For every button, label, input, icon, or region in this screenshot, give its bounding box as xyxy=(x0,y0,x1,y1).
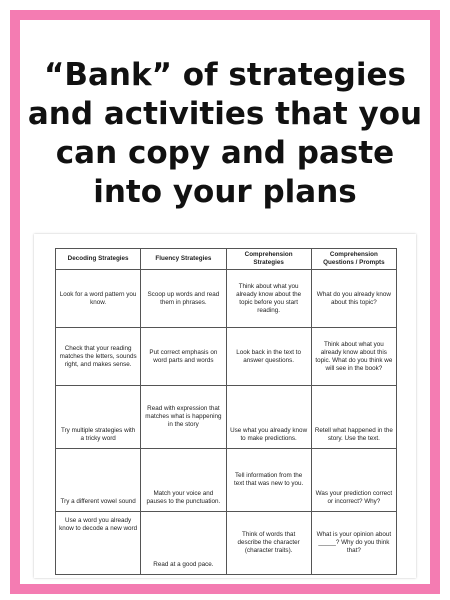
table-cell: What is your opinion about _____? Why do you think that? xyxy=(311,512,396,575)
pink-frame xyxy=(10,10,440,594)
table-cell: Think about what you already know about this topic. What do you think we will see in the book? xyxy=(311,328,396,386)
table-cell: Look for a word pattern you know. xyxy=(56,270,141,328)
table-cell: Was your prediction correct or incorrect? Why? xyxy=(311,449,396,512)
title-line-1: “Bank” of strategies xyxy=(44,57,406,93)
table-cell: Try multiple strategies with a tricky word xyxy=(56,386,141,449)
table-cell: What do you already know about this topic? xyxy=(311,270,396,328)
strategies-table xyxy=(55,248,397,575)
table-cell: Match your voice and pauses to the punctuation. xyxy=(141,449,226,512)
header-decoding: Decoding Strategies xyxy=(56,249,141,270)
table-cell: Try a different vowel sound xyxy=(56,449,141,512)
table-header-row xyxy=(56,249,397,270)
table-row xyxy=(56,386,397,449)
table-cell: Read with expression that matches what is happening in the story xyxy=(141,386,226,449)
header-comprehension-questions: Comprehension Questions / Prompts xyxy=(311,249,396,270)
table-cell: Retell what happened in the story. Use the text. xyxy=(311,386,396,449)
document-sheet xyxy=(34,234,416,578)
table-cell: Read at a good pace. xyxy=(141,512,226,575)
table-cell: Check that your reading matches the letters, sounds right, and makes sense. xyxy=(56,328,141,386)
table-cell: Look back in the text to answer questions. xyxy=(226,328,311,386)
title-line-2: and activities that you xyxy=(27,96,423,132)
table-row xyxy=(56,270,397,328)
table-cell: Think of words that describe the character (character traits). xyxy=(226,512,311,575)
table-cell: Use a word you already know to decode a new word xyxy=(56,512,141,575)
table-row xyxy=(56,449,397,512)
table-row xyxy=(56,328,397,386)
table-cell: Think about what you already know about the topic before you start reading. xyxy=(226,270,311,328)
title-line-4: into your plans xyxy=(93,174,357,210)
title-line-3: can copy and paste xyxy=(55,135,395,171)
table-cell: Put correct emphasis on word parts and words xyxy=(141,328,226,386)
page-title xyxy=(20,56,430,212)
table-row xyxy=(56,512,397,575)
header-comprehension-strategies: Comprehension Strategies xyxy=(226,249,311,270)
table-cell: Use what you already know to make predictions. xyxy=(226,386,311,449)
table-cell: Tell information from the text that was new to you. xyxy=(226,449,311,512)
header-fluency: Fluency Strategies xyxy=(141,249,226,270)
table-cell: Scoop up words and read them in phrases. xyxy=(141,270,226,328)
